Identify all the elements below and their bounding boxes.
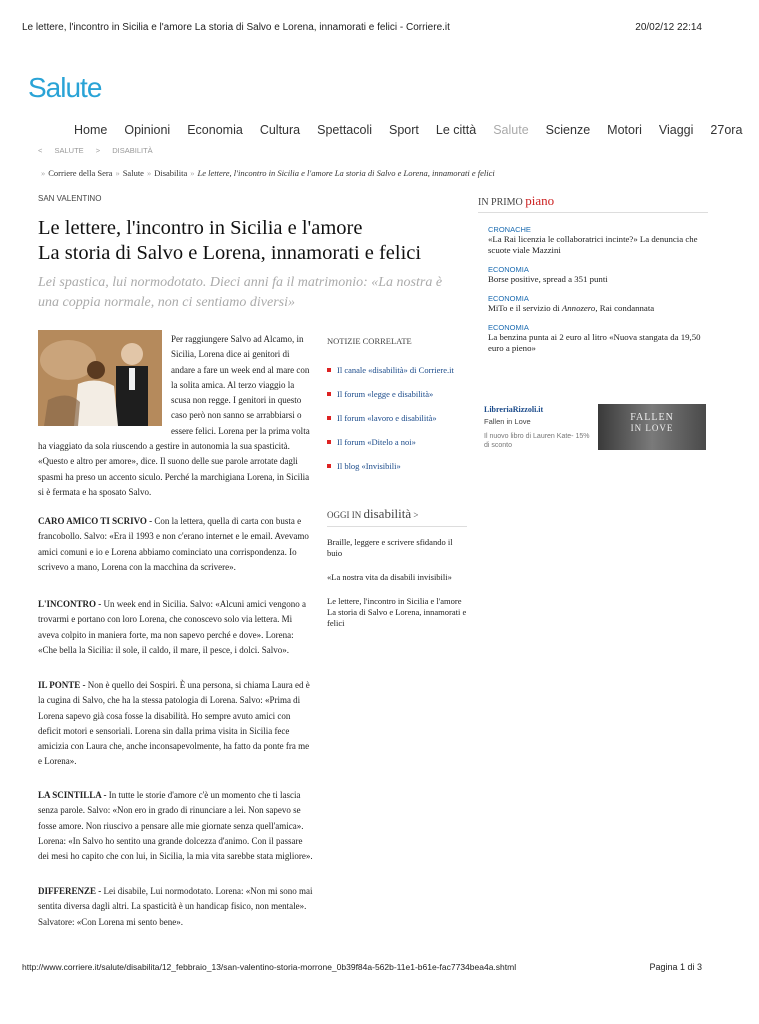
chevron-right-icon: >	[413, 510, 419, 520]
bullet-icon	[327, 368, 331, 372]
article-subhead: Lei spastica, lui normodotato. Dieci anni fa il matrimonio: «La nostra è una coppia normale, non ci sentiamo diversi»	[38, 275, 443, 310]
oggi-in-title[interactable]	[327, 506, 419, 522]
headline-line-1: Le lettere, l'incontro in Sicilia e l'amore	[38, 217, 363, 239]
nav-item-scienze[interactable]: Scienze	[545, 123, 591, 137]
related-link[interactable]: Il forum «legge e disabilità»	[327, 388, 467, 401]
nav-item-economia[interactable]: Economia	[187, 123, 243, 137]
nav-item-home[interactable]: Home	[74, 123, 108, 137]
section-brand[interactable]: Salute	[28, 72, 102, 103]
nav-item-spettacoli[interactable]: Spettacoli	[317, 123, 373, 137]
divider	[478, 212, 708, 213]
breadcrumb-salute[interactable]: Salute	[122, 168, 144, 178]
section-text: Non è quello dei Sospiri. È una persona, si chiama Laura ed è la cugina di Salvo, che ha la stessa patologia di Lorena. Salvo: «Prima di Lorena sapevo già cosa fosse la disabilità. Ho sempre avuto amici con deficit motori e sensoriali. Lorena sin dalla prima visita in Sicilia fece amicizia con Laura che, anche inconsapevolmente, ha fatto da ponte fra me e Lorena».	[38, 680, 310, 767]
article-kicker: SAN VALENTINO	[38, 194, 102, 203]
related-link[interactable]: Il blog «Invisibili»	[327, 460, 467, 473]
related-link[interactable]: Il canale «disabilità» di Corriere.it	[327, 364, 467, 377]
breadcrumb-corriere[interactable]: Corriere della Sera	[48, 168, 113, 178]
nav-item-motori[interactable]: Motori	[607, 123, 642, 137]
book-cover-line-1: FALLEN	[630, 412, 674, 423]
nav-item-27ora[interactable]: 27ora	[710, 123, 743, 137]
in-primo-piano-title	[478, 193, 554, 209]
section-text: In tutte le storie d'amore c'è un momento che ti lascia senza parole. Salvo: «Non ero in grado di rinunciare a lei. Non sapevo se fosse amore. Non riuscivo a pensare alle mie giornate senza quell'amica». Lorena: «In Salvo ho sentito una grande dolcezza d'animo. Con il passare dei mesi ho capito che con lui, in Sicilia, la mia vita sarebbe stata migliore».	[38, 790, 313, 862]
section-heading: DIFFERENZE -	[38, 886, 102, 896]
oggi-list	[327, 537, 467, 642]
in-primo-news-list	[488, 225, 703, 363]
breadcrumb-disabilita[interactable]: Disabilita	[154, 168, 188, 178]
related-news-list	[327, 364, 467, 484]
oggi-link[interactable]: Braille, leggere e scrivere sfidando il buio	[327, 537, 453, 558]
news-link[interactable]: MiTo e il servizio di Annozero, Rai condannata	[488, 303, 655, 313]
news-item[interactable]	[488, 323, 703, 354]
section-heading: L'INCONTRO -	[38, 599, 102, 609]
article-section	[38, 678, 313, 770]
article-intro	[38, 332, 313, 500]
print-footer-page: Pagina 1 di 3	[649, 962, 702, 972]
headline-line-2: La storia di Salvo e Lorena, innamorati e felici	[38, 242, 422, 264]
subnav-sep: >	[95, 146, 101, 155]
section-heading: CARO AMICO TI SCRIVO -	[38, 516, 153, 526]
section-text: Con la lettera, quella di carta con busta e francobollo. Salvo: «Era il 1993 e non c'erano internet e le email. Avevamo amici comuni e io e Lorena abbiamo cominciato una corrispondenza. Io scrivevo a mano, Lorena con la macchina da scrivere».	[38, 516, 309, 572]
bullet-icon	[327, 416, 331, 420]
nav-item-viaggi[interactable]: Viaggi	[658, 123, 694, 137]
news-category[interactable]: CRONACHE	[488, 225, 531, 234]
related-link[interactable]: Il forum «lavoro e disabilità»	[327, 412, 467, 425]
intro-text: Per raggiungere Salvo ad Alcamo, in Sicilia, Lorena dice ai genitori di andare a fare un week end al mare con la solita amica. Al terzo viaggio la scusa non regge. I genitori in questo caso però non sanno se arrabbiarsi o essere felici. Lorena per la prima volta ha viaggiato da sola riuscendo a gestire in autonomia la sua spasticità. «Questo e altro per amore», dice. Il suono delle sue parole arrotate dagli spasmi ha preso un accento siculo. Perché la marchigiana Lorena, in Sicilia si è fermata e ha sposato Salvo.	[38, 334, 310, 497]
oggi-link[interactable]: «La nostra vita da disabili invisibili»	[327, 572, 452, 582]
subnav-disabilita[interactable]: DISABILITÀ	[112, 146, 153, 155]
nav-item-opinioni[interactable]: Opinioni	[124, 123, 171, 137]
inprimo-word: piano	[525, 193, 555, 208]
sub-nav	[38, 146, 163, 155]
related-link[interactable]: Il forum «Ditelo a noi»	[327, 436, 467, 449]
bullet-icon	[327, 464, 331, 468]
book-cover-line-2: IN LOVE	[630, 423, 674, 433]
breadcrumb-sep: »	[146, 168, 152, 178]
article-section	[38, 597, 313, 658]
book-title[interactable]: Fallen in Love	[484, 417, 531, 426]
related-news-title: NOTIZIE CORRELATE	[327, 336, 412, 346]
bullet-icon	[327, 440, 331, 444]
article-section	[38, 788, 313, 864]
breadcrumb-sep: »	[41, 168, 46, 178]
subnav-back-arrow[interactable]: <	[38, 146, 43, 155]
nav-item-cultura[interactable]: Cultura	[259, 123, 301, 137]
breadcrumb-sep: »	[190, 168, 195, 178]
article-section	[38, 514, 313, 575]
main-nav	[74, 123, 759, 143]
news-category[interactable]: ECONOMIA	[488, 294, 529, 303]
book-store-link[interactable]: LibreriaRizzoli.it	[484, 405, 544, 414]
breadcrumb	[38, 168, 495, 178]
oggi-word: disabilità	[363, 506, 412, 521]
print-title: Le lettere, l'incontro in Sicilia e l'amore La storia di Salvo e Lorena, innamorati e felici - Corriere.it	[22, 22, 450, 33]
nav-item-le-citta[interactable]: Le città	[435, 123, 477, 137]
news-item[interactable]	[488, 265, 703, 285]
breadcrumb-current: Le lettere, l'incontro in Sicilia e l'amore La storia di Salvo e Lorena, innamorati e felici	[197, 168, 495, 178]
section-text: Un week end in Sicilia. Salvo: «Alcuni amici vengono a trovarmi e portano con loro Lorena, che conoscevo solo via lettera. Mi aveva colpito in maniera forte, ma non sapevo perché e dove». Lorena: «Che bella la Sicilia: il sole, il caldo, il mare, il pesce, i dolci. Salvo».	[38, 599, 306, 655]
news-link[interactable]: La benzina punta ai 2 euro al litro «Nuova stangata da 19,50 euro a pieno»	[488, 332, 701, 353]
article-section	[38, 884, 313, 930]
subnav-salute[interactable]: SALUTE	[54, 146, 84, 155]
nav-item-salute[interactable]: Salute	[493, 123, 529, 137]
oggi-prefix: OGGI IN	[327, 510, 362, 520]
photo-wrap-spacer	[38, 332, 171, 430]
news-item[interactable]	[488, 294, 703, 314]
section-heading: IL PONTE -	[38, 680, 86, 690]
book-description: Il nuovo libro di Lauren Kate- 15% di sconto	[484, 433, 590, 449]
article-headline	[38, 216, 448, 266]
print-date: 20/02/12 22:14	[635, 22, 702, 33]
book-cover[interactable]	[598, 404, 706, 450]
news-item[interactable]	[488, 225, 703, 256]
section-text: Lei disabile, Lui normodotato. Lorena: «Non mi sono mai sentita diversa dagli altri. La spasticità è un handicap fisico, non mentale». Salvatore: «Con Lorena mi sento bene».	[38, 886, 313, 927]
bullet-icon	[327, 392, 331, 396]
inprimo-prefix: IN PRIMO	[478, 197, 523, 208]
section-heading: LA SCINTILLA -	[38, 790, 107, 800]
nav-item-sport[interactable]: Sport	[389, 123, 419, 137]
breadcrumb-sep: »	[115, 168, 120, 178]
news-link[interactable]: «La Rai licenzia le collaboratrici incinte?» La denuncia che scuote viale Mazzini	[488, 234, 698, 255]
news-link[interactable]: Borse positive, spread a 351 punti	[488, 274, 608, 284]
news-category[interactable]: ECONOMIA	[488, 265, 529, 274]
oggi-link[interactable]: Le lettere, l'incontro in Sicilia e l'amore La storia di Salvo e Lorena, innamorati e felici	[327, 596, 467, 628]
print-footer-url: http://www.corriere.it/salute/disabilita/12_febbraio_13/san-valentino-storia-morrone_0b39f84a-562b-11e1-b61e-fac7734bea4a.shtml	[22, 962, 517, 972]
news-category[interactable]: ECONOMIA	[488, 323, 529, 332]
divider	[327, 526, 467, 527]
